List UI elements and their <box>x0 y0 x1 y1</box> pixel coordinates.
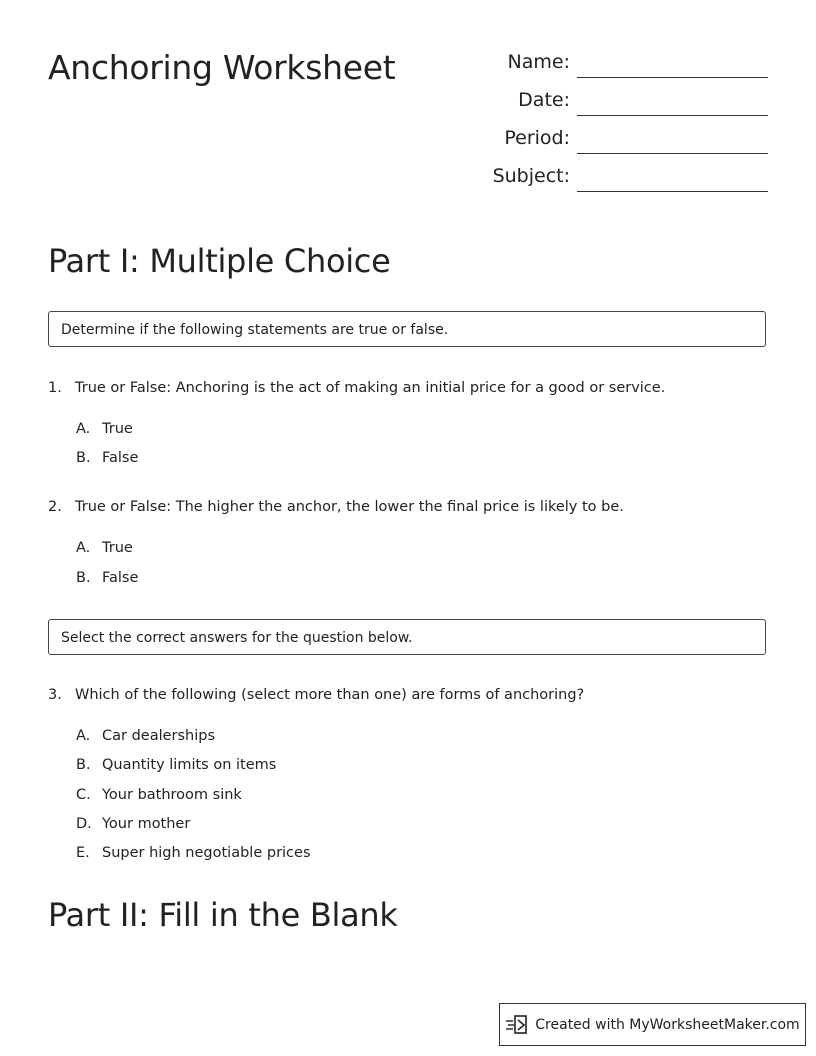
option-3e[interactable] <box>76 845 311 861</box>
option-3c[interactable] <box>76 787 242 803</box>
subject-label: Subject: <box>492 165 570 187</box>
option-letter: A. <box>76 421 91 437</box>
option-text: False <box>102 450 139 466</box>
option-letter: A. <box>76 540 91 556</box>
question-1 <box>48 380 665 396</box>
option-3a[interactable] <box>76 728 215 744</box>
name-label: Name: <box>507 51 570 73</box>
option-letter: B. <box>76 450 91 466</box>
instructions-box-1: Determine if the following statements are true or false. <box>48 311 766 347</box>
option-3d[interactable] <box>76 816 190 832</box>
date-field[interactable] <box>470 86 770 116</box>
question-number: 1. <box>48 380 62 396</box>
option-text: Your mother <box>102 816 191 832</box>
question-2 <box>48 499 624 515</box>
date-label: Date: <box>518 89 570 111</box>
option-text: True <box>102 540 133 556</box>
option-1a[interactable] <box>76 421 133 437</box>
option-text: True <box>102 421 133 437</box>
subject-field[interactable] <box>470 162 770 192</box>
option-letter: B. <box>76 757 91 773</box>
question-number: 3. <box>48 687 62 703</box>
option-letter: D. <box>76 816 92 832</box>
option-letter: C. <box>76 787 91 803</box>
option-text: Quantity limits on items <box>102 757 277 773</box>
part1-heading: Part I: Multiple Choice <box>48 242 391 280</box>
question-text: True or False: The higher the anchor, the lower the final price is likely to be. <box>75 499 624 515</box>
subject-line[interactable] <box>577 191 768 192</box>
option-letter: B. <box>76 570 91 586</box>
worksheet-maker-logo-icon <box>505 1014 529 1036</box>
option-text: Car dealerships <box>102 728 216 744</box>
question-text: Which of the following (select more than one) are forms of anchoring? <box>75 687 585 703</box>
option-3b[interactable] <box>76 757 276 773</box>
question-3 <box>48 687 584 703</box>
footer-text: Created with MyWorksheetMaker.com <box>535 1016 800 1033</box>
option-2a[interactable] <box>76 540 133 556</box>
name-line[interactable] <box>577 77 768 78</box>
option-letter: A. <box>76 728 91 744</box>
option-text: Super high negotiable prices <box>102 845 311 861</box>
created-with-badge[interactable] <box>499 1003 806 1046</box>
instructions-box-2: Select the correct answers for the question below. <box>48 619 766 655</box>
option-text: False <box>102 570 139 586</box>
question-number: 2. <box>48 499 62 515</box>
question-text: True or False: Anchoring is the act of making an initial price for a good or service. <box>75 380 666 396</box>
date-line[interactable] <box>577 115 768 116</box>
period-label: Period: <box>504 127 570 149</box>
part2-heading: Part II: Fill in the Blank <box>48 896 398 934</box>
period-field[interactable] <box>470 124 770 154</box>
period-line[interactable] <box>577 153 768 154</box>
worksheet-title: Anchoring Worksheet <box>48 48 396 87</box>
option-2b[interactable] <box>76 570 138 586</box>
option-letter: E. <box>76 845 90 861</box>
name-field[interactable] <box>470 48 770 78</box>
option-text: Your bathroom sink <box>102 787 242 803</box>
option-1b[interactable] <box>76 450 138 466</box>
